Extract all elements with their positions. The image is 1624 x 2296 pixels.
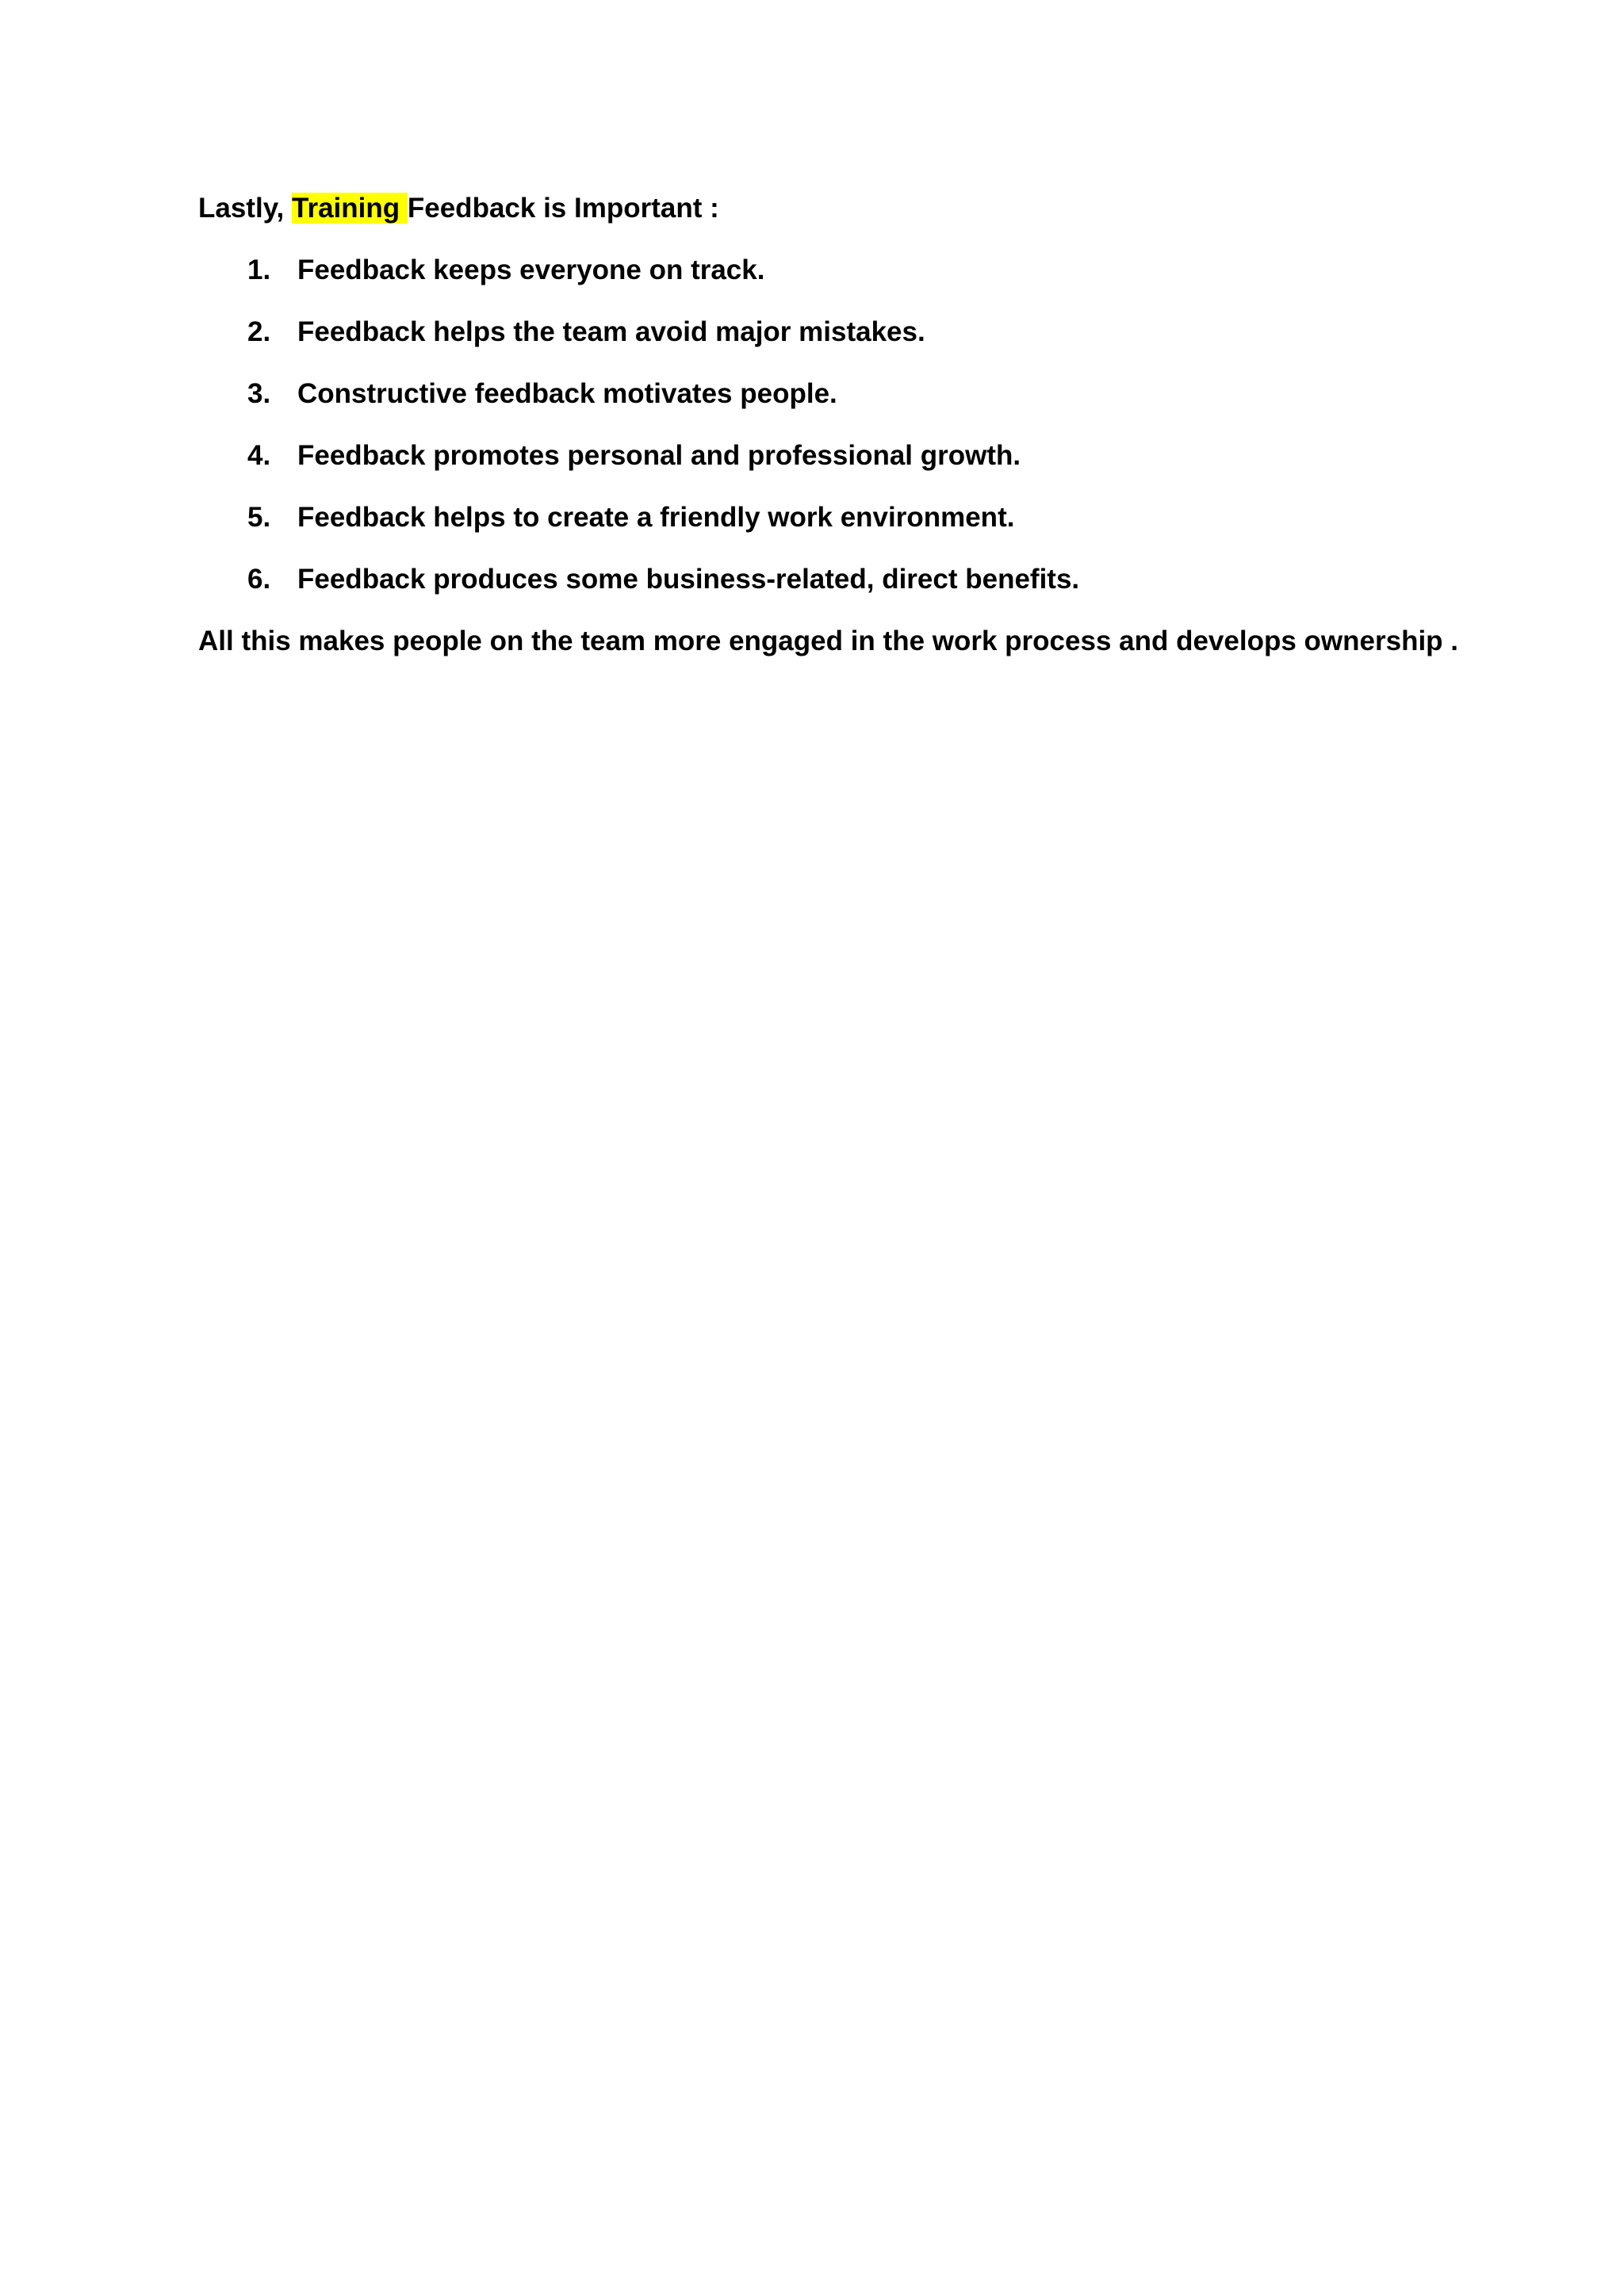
- list-item: [198, 439, 1507, 473]
- list-item: [198, 377, 1507, 411]
- list-item-number: 6.: [247, 564, 271, 595]
- list-item: [198, 501, 1507, 534]
- list-item: [198, 254, 1507, 287]
- list-item-text: Feedback helps the team avoid major mistakes.: [297, 316, 925, 347]
- list-item-number: 4.: [247, 440, 271, 471]
- list-item-text: Feedback produces some business-related, direct benefits.: [297, 564, 1080, 595]
- list-item-text: Feedback promotes personal and professional growth.: [297, 440, 1021, 471]
- list-item-text: Feedback helps to create a friendly work environment.: [297, 502, 1015, 533]
- highlighted-word: Training: [292, 193, 408, 224]
- heading-prefix: Lastly,: [198, 193, 293, 224]
- heading-suffix: Feedback is Important :: [407, 193, 719, 224]
- list-item: [198, 316, 1507, 349]
- document-body: [198, 192, 1507, 658]
- list-item-text: Feedback keeps everyone on track.: [297, 254, 765, 285]
- numbered-list: [198, 254, 1507, 596]
- closing-paragraph: All this makes people on the team more engaged in the work process and develops ownership .: [198, 626, 1458, 656]
- section-heading: [198, 192, 1507, 225]
- list-item-number: 2.: [247, 316, 271, 347]
- list-item: [198, 563, 1507, 596]
- list-item-number: 1.: [247, 254, 271, 285]
- list-item-number: 5.: [247, 502, 271, 533]
- list-item-number: 3.: [247, 378, 271, 409]
- list-item-text: Constructive feedback motivates people.: [297, 378, 837, 409]
